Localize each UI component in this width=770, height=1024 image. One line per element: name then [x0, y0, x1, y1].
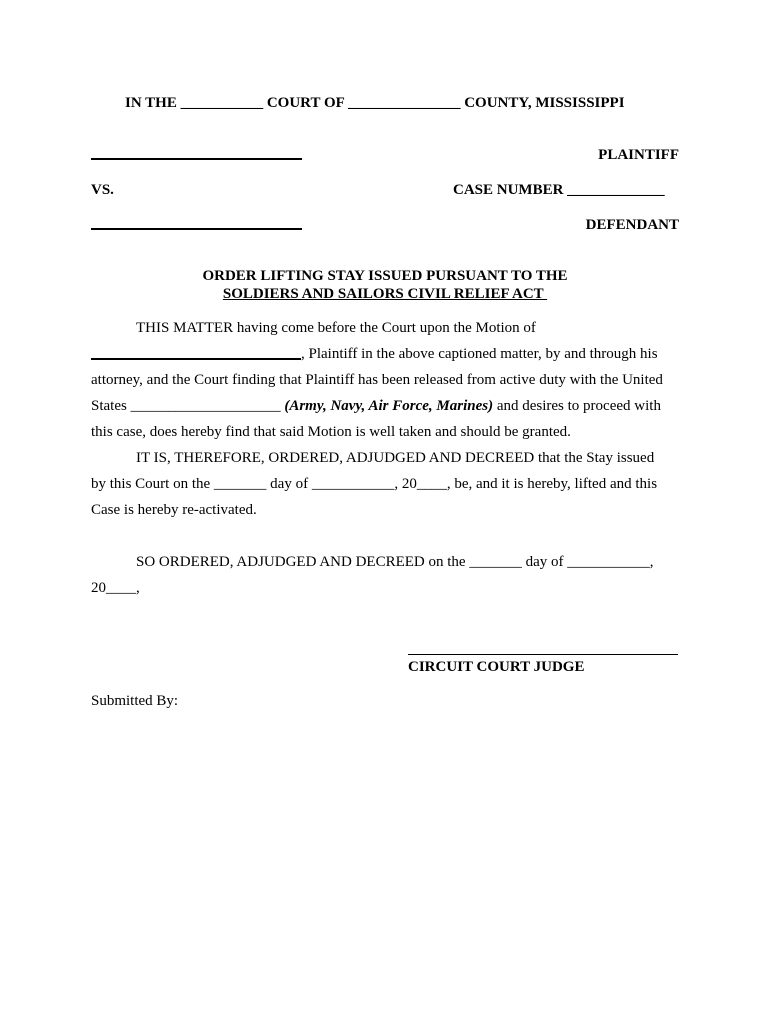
court-header: IN THE ___________ COURT OF _______________ COUNTY, MISSISSIPPI — [125, 95, 625, 111]
body-p1-line-1: THIS MATTER having come before the Court upon the Motion of — [136, 320, 536, 336]
body-p2-line-1: IT IS, THEREFORE, ORDERED, ADJUDGED AND DECREED that the Stay issued — [136, 450, 655, 466]
body-p3-line-2: 20____, — [91, 580, 140, 596]
body-p1-line-4 — [91, 399, 661, 414]
body-p1-line-2: , Plaintiff in the above captioned matter, by and through his — [301, 346, 658, 362]
branch-blank-text: States ____________________ — [91, 398, 285, 414]
body-p3-line-1: SO ORDERED, ADJUDGED AND DECREED on the _______ day of ___________, — [136, 554, 654, 570]
submitted-by-label: Submitted By: — [91, 693, 179, 709]
service-branches: (Army, Navy, Air Force, Marines) — [284, 398, 494, 414]
body-p2-line-2: by this Court on the _______ day of ___________, 20____, be, and it is hereby, lifted and this — [91, 476, 658, 492]
order-title-line-1: ORDER LIFTING STAY ISSUED PURSUANT TO THE — [202, 268, 568, 284]
body-p1-line-3: attorney, and the Court finding that Plaintiff has been released from active duty with the United — [91, 372, 663, 388]
proceed-text: and desires to proceed with — [493, 398, 661, 414]
body-p2-line-3: Case is hereby re-activated. — [91, 502, 257, 518]
movant-name-line — [91, 358, 301, 360]
defendant-label: DEFENDANT — [585, 217, 679, 233]
case-number-label: CASE NUMBER _____________ — [453, 182, 665, 198]
plaintiff-label: PLAINTIFF — [598, 147, 679, 163]
plaintiff-name-line — [91, 158, 302, 160]
body-p1-line-5: this case, does hereby find that said Motion is well taken and should be granted. — [91, 424, 571, 440]
vs-label: VS. — [91, 182, 114, 198]
defendant-name-line — [91, 228, 302, 230]
judge-label: CIRCUIT COURT JUDGE — [408, 659, 585, 675]
order-title-line-2: SOLDIERS AND SAILORS CIVIL RELIEF ACT — [222, 286, 548, 302]
judge-signature-line — [408, 654, 678, 655]
